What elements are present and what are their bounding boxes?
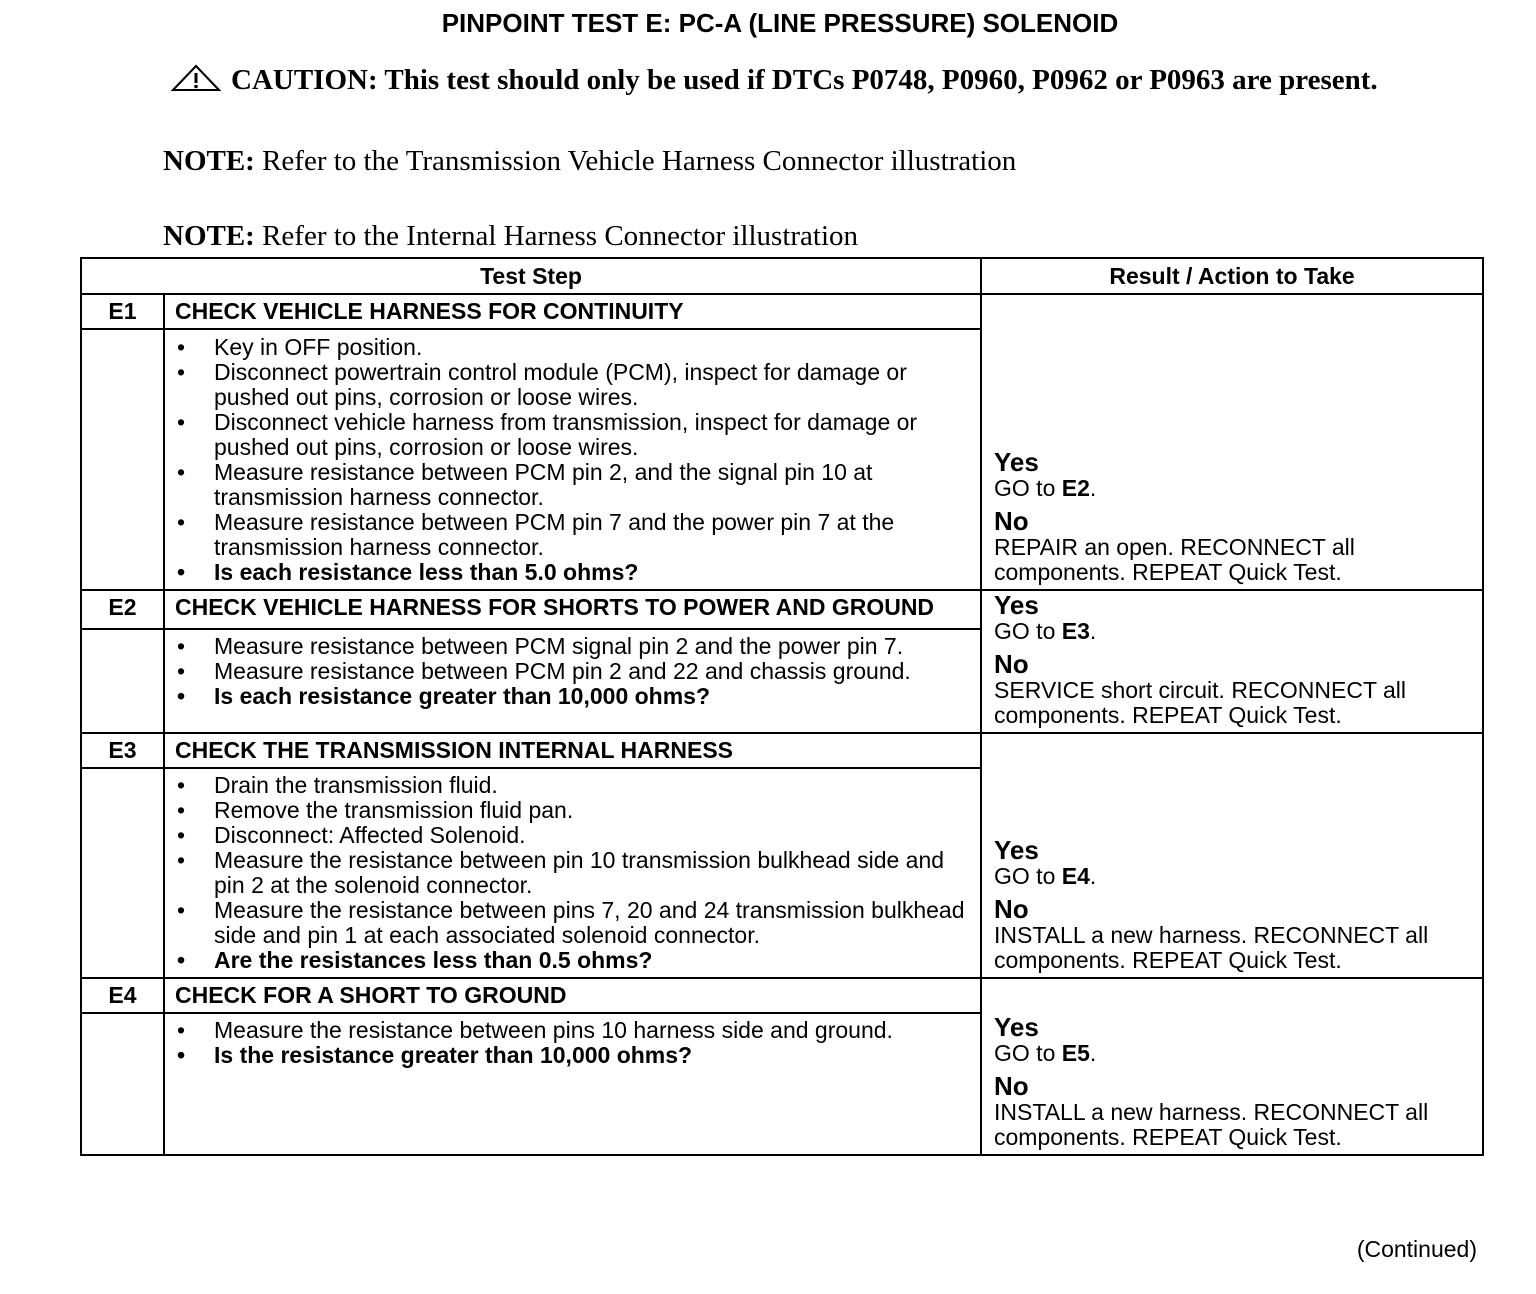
list-item: • Measure the resistance between pins 10 harness side and ground. xyxy=(165,1018,980,1043)
step-question: • Is each resistance greater than 10,000 ohms? xyxy=(165,684,980,709)
list-item: • Disconnect vehicle harness from transmission, inspect for damage or pushed out pins, corrosion or loose wires. xyxy=(165,410,980,460)
no-label: No xyxy=(994,506,1029,536)
step-id: E4 xyxy=(81,978,164,1013)
note-internal-harness xyxy=(163,220,858,253)
step-title-row xyxy=(81,590,1483,629)
step-id: E3 xyxy=(81,733,164,768)
yes-action: GO to E3. xyxy=(994,618,1097,644)
step-question: • Is the resistance greater than 10,000 ohms? xyxy=(165,1043,980,1068)
step-id-spacer xyxy=(81,329,164,590)
step-title: CHECK VEHICLE HARNESS FOR CONTINUITY xyxy=(164,294,981,329)
step-title-row xyxy=(81,294,1483,329)
step-id: E2 xyxy=(81,590,164,629)
step-result xyxy=(981,294,1483,590)
yes-target: E5 xyxy=(1061,1040,1090,1066)
no-action: SERVICE short circuit. RECONNECT all components. REPEAT Quick Test. xyxy=(994,677,1406,728)
list-item: • Measure the resistance between pins 7, 20 and 24 transmission bulkhead side and pin 1 at each associated solenoid connector. xyxy=(165,898,980,948)
yes-label: Yes xyxy=(994,447,1039,477)
caution-text: This test should only be used if DTCs P0748, P0960, P0962 or P0963 are present. xyxy=(384,64,1378,96)
step-id: E1 xyxy=(81,294,164,329)
step-result xyxy=(981,978,1483,1155)
note-transmission-harness xyxy=(163,145,1016,178)
no-label: No xyxy=(994,649,1029,679)
step-id-spacer xyxy=(81,629,164,734)
caution-block xyxy=(163,64,1383,96)
list-item: • Disconnect powertrain control module (PCM), inspect for damage or pushed out pins, corrosion or loose wires. xyxy=(165,360,980,410)
step-title: CHECK VEHICLE HARNESS FOR SHORTS TO POWER AND GROUND xyxy=(164,590,981,629)
step-question: • Is each resistance less than 5.0 ohms? xyxy=(165,560,980,585)
list-item: • Remove the transmission fluid pan. xyxy=(165,798,980,823)
note-text: Refer to the Transmission Vehicle Harness Connector illustration xyxy=(262,145,1017,177)
no-action: INSTALL a new harness. RECONNECT all components. REPEAT Quick Test. xyxy=(994,1099,1429,1150)
list-item: • Measure resistance between PCM pin 2 and 22 and chassis ground. xyxy=(165,659,980,684)
no-action: REPAIR an open. RECONNECT all components. REPEAT Quick Test. xyxy=(994,534,1355,585)
continued-label: (Continued) xyxy=(1356,1236,1477,1262)
header-result: Result / Action to Take xyxy=(981,258,1483,294)
list-item: • Measure resistance between PCM signal pin 2 and the power pin 7. xyxy=(165,634,980,659)
step-title-row xyxy=(81,733,1483,768)
list-item: • Measure resistance between PCM pin 2, and the signal pin 10 at transmission harness connector. xyxy=(165,460,980,510)
pinpoint-test-table xyxy=(80,257,1484,1156)
yes-target: E3 xyxy=(1061,618,1090,644)
step-title: CHECK FOR A SHORT TO GROUND xyxy=(164,978,981,1013)
warning-triangle-icon xyxy=(171,64,221,92)
note-text: Refer to the Internal Harness Connector illustration xyxy=(262,220,859,252)
list-item: • Drain the transmission fluid. xyxy=(165,773,980,798)
step-id-spacer xyxy=(81,1013,164,1155)
yes-label: Yes xyxy=(994,1012,1039,1042)
step-instructions xyxy=(164,629,981,734)
note-label: NOTE: xyxy=(163,220,255,252)
step-result xyxy=(981,590,1483,733)
page-title: PINPOINT TEST E: PC-A (LINE PRESSURE) SOLENOID xyxy=(441,8,1119,38)
list-item: • Measure the resistance between pin 10 transmission bulkhead side and pin 2 at the solenoid connector. xyxy=(165,848,980,898)
yes-target: E4 xyxy=(1061,863,1090,889)
step-instructions xyxy=(164,768,981,978)
step-title-row xyxy=(81,978,1483,1013)
yes-target: E2 xyxy=(1061,475,1090,501)
table-header-row xyxy=(81,258,1483,294)
caution-label: CAUTION: xyxy=(231,64,378,96)
list-item: • Measure resistance between PCM pin 7 and the power pin 7 at the transmission harness connector. xyxy=(165,510,980,560)
step-instructions xyxy=(164,1013,981,1155)
yes-action: GO to E4. xyxy=(994,863,1097,889)
step-instructions xyxy=(164,329,981,590)
step-result xyxy=(981,733,1483,978)
list-item: • Disconnect: Affected Solenoid. xyxy=(165,823,980,848)
no-label: No xyxy=(994,1071,1029,1101)
header-test-step: Test Step xyxy=(81,258,981,294)
yes-label: Yes xyxy=(994,590,1039,620)
step-question: • Are the resistances less than 0.5 ohms? xyxy=(165,948,980,973)
step-id-spacer xyxy=(81,768,164,978)
step-title: CHECK THE TRANSMISSION INTERNAL HARNESS xyxy=(164,733,981,768)
note-label: NOTE: xyxy=(163,145,255,177)
yes-action: GO to E5. xyxy=(994,1040,1097,1066)
no-label: No xyxy=(994,894,1029,924)
yes-action: GO to E2. xyxy=(994,475,1097,501)
no-action: INSTALL a new harness. RECONNECT all components. REPEAT Quick Test. xyxy=(994,922,1429,973)
list-item: • Key in OFF position. xyxy=(165,335,980,360)
yes-label: Yes xyxy=(994,835,1039,865)
